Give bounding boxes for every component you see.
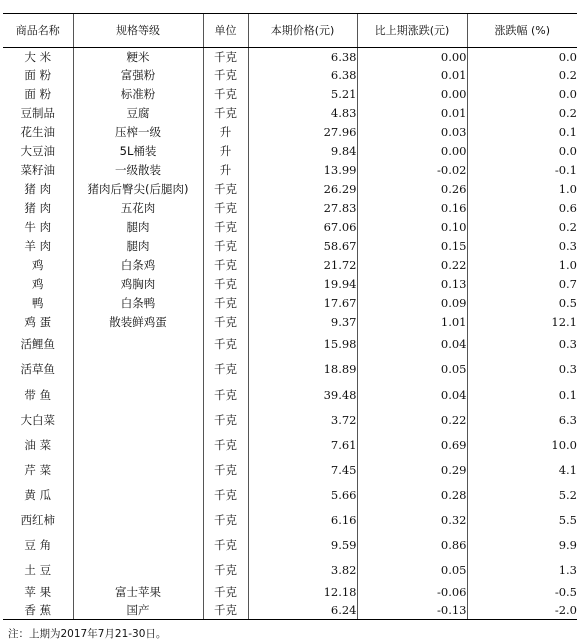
row-name: 香 蕉 xyxy=(3,603,73,620)
row-name: 豆制品 xyxy=(20,106,55,121)
row-grade xyxy=(73,484,203,509)
row-change: 0.04 xyxy=(357,333,467,357)
row-change: 0.22 xyxy=(357,257,467,276)
row-change: 0.29 xyxy=(357,459,467,484)
row-name: 猪 肉 xyxy=(24,182,52,197)
row-price: 67.06 xyxy=(248,219,357,238)
header-price: 本期价格(元) xyxy=(248,14,357,48)
table-row xyxy=(3,124,577,143)
row-price: 5.66 xyxy=(248,484,357,509)
row-name: 鸭 xyxy=(32,296,44,311)
row-name: 花生油 xyxy=(20,125,55,140)
row-unit: 千克 xyxy=(203,603,248,620)
row-grade: 鸡胸肉 xyxy=(73,276,203,295)
row-change: 0.01 xyxy=(357,67,467,86)
row-unit: 升 xyxy=(203,162,248,181)
table-row xyxy=(3,200,577,219)
row-name: 大白菜 xyxy=(20,413,55,428)
row-name: 黄 瓜 xyxy=(24,488,52,503)
row-grade xyxy=(73,357,203,384)
row-change: 0.22 xyxy=(357,409,467,434)
table-row xyxy=(3,67,577,86)
row-grade: 五花肉 xyxy=(73,200,203,219)
table-row xyxy=(3,143,577,162)
row-grade xyxy=(73,534,203,559)
row-pct: 1.3 xyxy=(467,559,577,584)
row-price: 5.21 xyxy=(248,86,357,105)
row-grade: 白条鸭 xyxy=(73,295,203,314)
row-pct: 5.5 xyxy=(467,509,577,534)
row-pct: 0.2 xyxy=(467,219,577,238)
row-price: 13.99 xyxy=(248,162,357,181)
row-grade: 一级散装 xyxy=(73,162,203,181)
row-price: 6.16 xyxy=(248,509,357,534)
row-price: 9.84 xyxy=(248,143,357,162)
table-row xyxy=(3,276,577,295)
row-name: 菜籽油 xyxy=(20,163,55,178)
row-change: 0.15 xyxy=(357,238,467,257)
footnote: 注：上期为2017年7月21-30日。 xyxy=(8,628,167,640)
row-name: 大豆油 xyxy=(20,144,55,159)
row-unit: 升 xyxy=(203,143,248,162)
row-pct: 1.0 xyxy=(467,181,577,200)
row-grade: 豆腐 xyxy=(73,105,203,124)
row-unit: 千克 xyxy=(203,484,248,509)
row-change: -0.13 xyxy=(357,603,467,620)
row-unit: 千克 xyxy=(203,48,248,67)
row-name: 牛 肉 xyxy=(24,220,52,235)
row-unit: 千克 xyxy=(203,459,248,484)
row-price: 6.24 xyxy=(248,603,357,620)
row-unit: 千克 xyxy=(203,200,248,219)
table-row xyxy=(3,434,577,459)
row-unit: 千克 xyxy=(203,67,248,86)
table-row xyxy=(3,219,577,238)
row-unit: 千克 xyxy=(203,409,248,434)
table-row xyxy=(3,509,577,534)
row-unit: 千克 xyxy=(203,86,248,105)
row-name: 活鲤鱼 xyxy=(20,336,55,351)
row-unit: 千克 xyxy=(203,434,248,459)
row-pct: 1.0 xyxy=(467,257,577,276)
row-unit: 千克 xyxy=(203,509,248,534)
row-change: 0.10 xyxy=(357,219,467,238)
row-change: 0.13 xyxy=(357,276,467,295)
row-unit: 千克 xyxy=(203,333,248,357)
table-row xyxy=(3,559,577,584)
row-price: 6.38 xyxy=(248,48,357,67)
header-unit: 单位 xyxy=(203,14,248,48)
row-pct: 0.3 xyxy=(467,333,577,357)
table-row xyxy=(3,534,577,559)
table-row xyxy=(3,409,577,434)
row-change: 0.28 xyxy=(357,484,467,509)
row-change: 0.00 xyxy=(357,48,467,67)
row-name: 芹 菜 xyxy=(24,463,52,478)
row-price: 27.96 xyxy=(248,124,357,143)
row-name: 面 粉 xyxy=(24,87,52,102)
row-change: -0.06 xyxy=(357,584,467,603)
row-change: 0.03 xyxy=(357,124,467,143)
row-grade xyxy=(73,559,203,584)
row-name: 猪 肉 xyxy=(24,201,52,216)
row-grade: 国产 xyxy=(73,603,203,620)
row-grade: 散装鲜鸡蛋 xyxy=(73,314,203,333)
row-unit: 千克 xyxy=(203,276,248,295)
row-price: 39.48 xyxy=(248,384,357,409)
row-grade xyxy=(73,384,203,409)
row-price: 9.59 xyxy=(248,534,357,559)
row-name: 鸡 蛋 xyxy=(24,315,52,330)
row-unit: 升 xyxy=(203,124,248,143)
header-grade: 规格等级 xyxy=(73,14,203,48)
row-grade: 粳米 xyxy=(73,48,203,67)
row-unit: 千克 xyxy=(203,181,248,200)
row-price: 3.82 xyxy=(248,559,357,584)
row-price: 4.83 xyxy=(248,105,357,124)
row-unit: 千克 xyxy=(203,384,248,409)
row-pct: 0.0 xyxy=(467,143,577,162)
row-unit: 千克 xyxy=(203,314,248,333)
row-grade xyxy=(73,333,203,357)
row-pct: 9.9 xyxy=(467,534,577,559)
row-grade: 压榨一级 xyxy=(73,124,203,143)
row-grade: 腿肉 xyxy=(73,219,203,238)
row-price: 21.72 xyxy=(248,257,357,276)
row-name: 活草鱼 xyxy=(20,362,55,377)
row-pct: 0.7 xyxy=(467,276,577,295)
header-pct: 涨跌幅 (%) xyxy=(467,14,577,48)
row-pct: 10.0 xyxy=(467,434,577,459)
row-pct: 0.1 xyxy=(467,384,577,409)
row-pct: 0.2 xyxy=(467,67,577,86)
row-pct: 0.0 xyxy=(467,86,577,105)
row-unit: 千克 xyxy=(203,357,248,384)
row-change: 0.04 xyxy=(357,384,467,409)
row-pct: 0.0 xyxy=(467,48,577,67)
table-row xyxy=(3,357,577,384)
row-price: 6.38 xyxy=(248,67,357,86)
row-price: 9.37 xyxy=(248,314,357,333)
row-unit: 千克 xyxy=(203,584,248,603)
row-pct: 0.3 xyxy=(467,357,577,384)
row-pct: 5.2 xyxy=(467,484,577,509)
row-change: 0.00 xyxy=(357,86,467,105)
row-grade: 5L桶装 xyxy=(73,143,203,162)
table-row xyxy=(3,314,577,333)
table-row xyxy=(3,257,577,276)
table-row xyxy=(3,295,577,314)
row-grade xyxy=(73,409,203,434)
row-change: 0.69 xyxy=(357,434,467,459)
row-name: 苹 果 xyxy=(24,585,52,600)
table-row xyxy=(3,333,577,357)
row-price: 27.83 xyxy=(248,200,357,219)
row-pct: 0.3 xyxy=(467,238,577,257)
row-name: 西红柿 xyxy=(20,513,55,528)
row-grade: 猪肉后臀尖(后腿肉) xyxy=(73,181,203,200)
row-change: -0.02 xyxy=(357,162,467,181)
row-grade xyxy=(73,434,203,459)
table-header xyxy=(3,14,577,48)
row-name: 大 米 xyxy=(24,49,52,64)
row-grade: 白条鸡 xyxy=(73,257,203,276)
row-price: 7.61 xyxy=(248,434,357,459)
row-pct: 0.6 xyxy=(467,200,577,219)
row-unit: 千克 xyxy=(203,219,248,238)
price-table xyxy=(3,13,577,620)
row-pct: 12.1 xyxy=(467,314,577,333)
row-name: 鸡 xyxy=(32,277,44,292)
header-name: 商品名称 xyxy=(3,14,73,48)
row-price: 18.89 xyxy=(248,357,357,384)
row-change: 0.05 xyxy=(357,357,467,384)
table-row xyxy=(3,105,577,124)
row-grade xyxy=(73,459,203,484)
row-pct: -0.5 xyxy=(467,584,577,603)
row-name: 豆 角 xyxy=(24,538,52,553)
row-grade: 标准粉 xyxy=(73,86,203,105)
table-row xyxy=(3,459,577,484)
row-change: 0.32 xyxy=(357,509,467,534)
row-change: 1.01 xyxy=(357,314,467,333)
table-row xyxy=(3,181,577,200)
row-price: 19.94 xyxy=(248,276,357,295)
table-row xyxy=(3,162,577,181)
row-unit: 千克 xyxy=(203,559,248,584)
row-pct: -0.1 xyxy=(467,162,577,181)
table-row xyxy=(3,86,577,105)
row-price: 17.67 xyxy=(248,295,357,314)
row-grade: 富士苹果 xyxy=(73,584,203,603)
row-pct: 0.2 xyxy=(467,105,577,124)
row-unit: 千克 xyxy=(203,105,248,124)
row-grade: 腿肉 xyxy=(73,238,203,257)
row-unit: 千克 xyxy=(203,295,248,314)
row-change: 0.01 xyxy=(357,105,467,124)
row-pct: 0.1 xyxy=(467,124,577,143)
row-change: 0.86 xyxy=(357,534,467,559)
table-row xyxy=(3,238,577,257)
row-price: 26.29 xyxy=(248,181,357,200)
row-name: 羊 肉 xyxy=(24,239,52,254)
header-row xyxy=(3,14,577,48)
row-name: 鸡 xyxy=(32,258,44,273)
row-price: 12.18 xyxy=(248,584,357,603)
row-grade: 富强粉 xyxy=(73,67,203,86)
row-unit: 千克 xyxy=(203,534,248,559)
row-pct: 6.3 xyxy=(467,409,577,434)
row-price: 15.98 xyxy=(248,333,357,357)
row-grade xyxy=(73,509,203,534)
row-change: 0.16 xyxy=(357,200,467,219)
header-change: 比上期涨跌(元) xyxy=(357,14,467,48)
row-name: 土 豆 xyxy=(24,563,52,578)
table-body xyxy=(3,48,577,620)
row-pct: 0.5 xyxy=(467,295,577,314)
table-row xyxy=(3,484,577,509)
row-name: 面 粉 xyxy=(24,68,52,83)
table-row xyxy=(3,384,577,409)
row-unit: 千克 xyxy=(203,238,248,257)
row-change: 0.09 xyxy=(357,295,467,314)
row-price: 7.45 xyxy=(248,459,357,484)
row-change: 0.00 xyxy=(357,143,467,162)
row-name: 带 鱼 xyxy=(24,388,52,403)
row-pct: 4.1 xyxy=(467,459,577,484)
row-name: 油 菜 xyxy=(24,438,52,453)
row-change: 0.05 xyxy=(357,559,467,584)
row-change: 0.26 xyxy=(357,181,467,200)
row-pct: -2.0 xyxy=(467,603,577,620)
row-price: 58.67 xyxy=(248,238,357,257)
table-row xyxy=(3,603,577,620)
row-unit: 千克 xyxy=(203,257,248,276)
row-price: 3.72 xyxy=(248,409,357,434)
table-row xyxy=(3,584,577,603)
table-row xyxy=(3,48,577,67)
